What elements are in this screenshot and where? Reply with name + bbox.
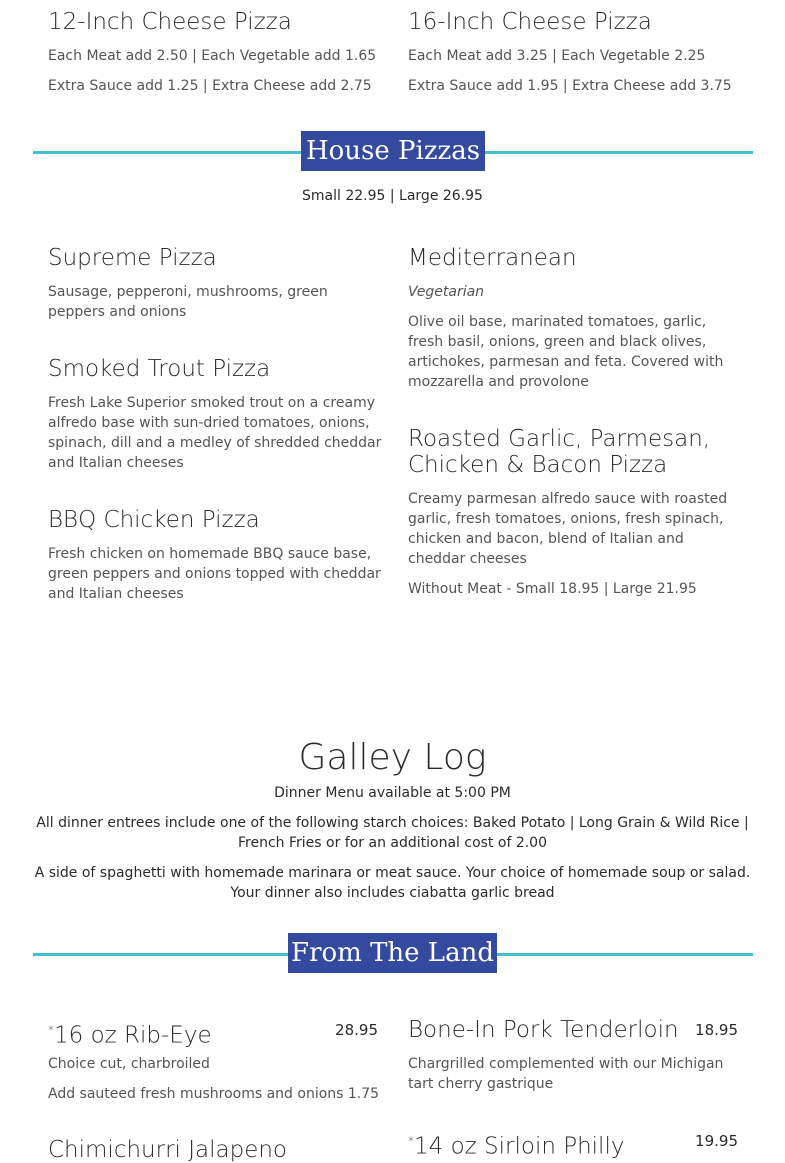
roasted-garlic-title: Roasted Garlic, Parmesan, Chicken & Bacon Pizza xyxy=(408,426,711,478)
roasted-garlic-desc: Creamy parmesan alfredo sauce with roasted garlic, fresh tomatoes, onions, fresh spinach, chicken and bacon, blend of Italian and cheddar cheeses xyxy=(408,491,728,567)
mediterranean-tag: Vegetarian xyxy=(408,284,485,300)
galley-log-title: Galley Log xyxy=(298,737,487,778)
ribeye-price: 28.95 xyxy=(335,1021,378,1039)
pork-tenderloin-desc: Chargrilled complemented with our Michigan tart cherry gastrique xyxy=(408,1056,724,1092)
chimichurri-title: Chimichurri Jalapeno xyxy=(48,1137,287,1163)
dinner-sides: A side of spaghetti with homemade marinara or meat sauce. Your choice of homemade soup or salad. Your dinner also includes ciabatta garlic bread xyxy=(34,865,751,901)
cheese-12-addons: Each Meat add 2.50 | Each Vegetable add 1.65 xyxy=(48,48,377,64)
supreme-pizza-title: Supreme Pizza xyxy=(48,245,217,271)
house-pizzas-price: Small 22.95 | Large 26.95 xyxy=(302,188,483,204)
cheese-12-extras: Extra Sauce add 1.25 | Extra Cheese add 2.75 xyxy=(48,78,372,94)
bbq-chicken-desc: Fresh chicken on homemade BBQ sauce base, green peppers and onions topped with cheddar and Italian cheeses xyxy=(48,546,381,602)
ribeye-title-text: 16 oz Rib-Eye xyxy=(54,1022,212,1049)
sirloin-philly-title xyxy=(408,1128,624,1160)
smoked-trout-title: Smoked Trout Pizza xyxy=(48,356,271,382)
cheese-16-extras: Extra Sauce add 1.95 | Extra Cheese add 3.75 xyxy=(408,78,732,94)
cheese-16-title: 16-Inch Cheese Pizza xyxy=(408,9,652,35)
starch-choices: All dinner entrees include one of the following starch choices: Baked Potato | Long Grain & Wild Rice | French Fries or for an additional cost of 2.00 xyxy=(36,815,749,851)
mediterranean-desc: Olive oil base, marinated tomatoes, garlic, fresh basil, onions, green and black olives, artichokes, parmesan and feta. Covered with mozzarella and provolone xyxy=(408,314,724,390)
cheese-12-title: 12-Inch Cheese Pizza xyxy=(48,9,292,35)
ribeye-star: * xyxy=(48,1023,54,1037)
mediterranean-title: Mediterranean xyxy=(408,245,577,271)
dinner-availability: Dinner Menu available at 5:00 PM xyxy=(274,785,511,801)
ribeye-title xyxy=(48,1017,212,1049)
pork-tenderloin-price: 18.95 xyxy=(695,1021,738,1039)
ribeye-desc: Choice cut, charbroiled xyxy=(48,1056,210,1072)
section-heading-from-the-land: From The Land xyxy=(288,933,497,973)
section-heading-house-pizzas: House Pizzas xyxy=(301,131,485,171)
pork-tenderloin-title: Bone-In Pork Tenderloin xyxy=(408,1017,679,1043)
smoked-trout-desc: Fresh Lake Superior smoked trout on a creamy alfredo base with sun-dried tomatoes, onions, spinach, dill and a medley of shredded cheddar and Italian cheeses xyxy=(48,395,382,471)
roasted-garlic-note: Without Meat - Small 18.95 | Large 21.95 xyxy=(408,581,697,597)
sirloin-star: * xyxy=(408,1134,414,1148)
ribeye-note: Add sauteed fresh mushrooms and onions 1.75 xyxy=(48,1086,380,1102)
sirloin-philly-price: 19.95 xyxy=(695,1132,738,1150)
sirloin-title-text: 14 oz Sirloin Philly xyxy=(414,1133,625,1160)
bbq-chicken-title: BBQ Chicken Pizza xyxy=(48,507,260,533)
cheese-16-addons: Each Meat add 3.25 | Each Vegetable 2.25 xyxy=(408,48,706,64)
supreme-pizza-desc: Sausage, pepperoni, mushrooms, green peppers and onions xyxy=(48,284,328,320)
